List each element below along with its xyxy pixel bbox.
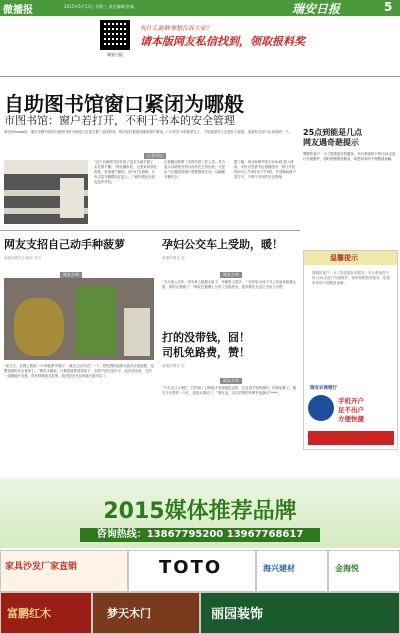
bank-phone-bar — [308, 431, 394, 445]
section-title: 微播报 — [3, 5, 33, 16]
main-subhead: 市图书馆：窗户若打开，不利于书本的安全管理 — [4, 114, 235, 127]
ad-fuma-title: 富鹏红木 — [7, 607, 51, 620]
main-col-2: 记者随后联系了市图书馆工作人员，对方表示自助图书馆目前仍在正常运营，只是由于位置原因窗户需要保持关闭，以确保书籍安全。 — [164, 160, 226, 179]
story2-text: “前几天，在网上看到一个‘种菠萝’的帖子，就自己动手试了一下，把吃剩的菠萝头放在水里泡着，没想到真的长出根来了。”网友小瑞说，只要把菠萝顶部切下，去掉下面几层叶子，泡在清水里，大约一周就能长出根，然后移栽到花盆里，放在阳光充足的地方就可以了。 — [4, 364, 154, 378]
story4-tag: 网友分享 — [220, 378, 242, 384]
story4-title: 打的没带钱，囧！ 司机免路费，赞！ — [162, 331, 250, 359]
ad-grid — [0, 550, 400, 634]
notice-title: 温馨提示 — [330, 254, 358, 262]
ad-lidian[interactable] — [200, 592, 400, 634]
bank-badge-icon — [308, 395, 334, 421]
divider — [0, 76, 400, 77]
paper-name: 瑞安日报 — [292, 2, 341, 16]
issue-meta: 2015年5月13日 星期三 责任编辑/金诚 — [64, 4, 134, 9]
story3-tag: 网友分享 — [220, 272, 242, 278]
ad-title: 2015媒体推荐品牌 — [103, 499, 297, 524]
ad-jinhai-title: 金海悦 — [335, 564, 359, 573]
section-tag: 记者采访 — [144, 153, 166, 159]
story2-tag: 网友分享 — [60, 272, 82, 278]
notice-bar — [304, 251, 397, 265]
notice-text: 尊敬的客户：为了提供更好的服务，本行系统将于每日25点进行升级维护，届时网银暂停服务，给您带来的不便敬请谅解。 — [312, 271, 390, 285]
main-headline: 自助图书馆窗口紧闭为哪般 — [4, 92, 244, 116]
qr-code[interactable] — [100, 20, 130, 50]
story2-byline: @新浪网友小瑞说 共享 — [4, 256, 42, 260]
ad-jinhai[interactable] — [328, 550, 400, 592]
ad-mengtian-title: 梦天木门 — [107, 607, 151, 620]
story3-text: “今天坐公交车，因为身上挺着大肚子，车厢里人很多，一位年轻小伙子马上站起来给我让座，真的太感谢了！”网友在微博上分享了这段经历，很多网友为这位小伙子点赞。 — [162, 280, 296, 289]
main-col-1: “这个自助图书馆开放了没多久就关窗了，实在看不懂。”网友爆料后，记者来到该处查看，发现窗户紧闭，室内灯光昏暗，只有少量书籍摆放在架上，门前的借还书机也没有开机。 — [94, 160, 157, 184]
story4-byline: @瑞安网友 说 — [162, 364, 185, 368]
ad-mengtian[interactable] — [92, 592, 200, 634]
media-ad-banner — [0, 478, 400, 548]
story3-byline: @瑞安网友 说 — [162, 256, 185, 260]
promo-box — [100, 20, 380, 64]
ad-furniture-title: 家具沙发厂家直销 — [5, 562, 78, 572]
ad-fuma[interactable] — [0, 592, 92, 634]
pineapple-photo — [4, 278, 154, 360]
bank-slogan: 手机开户 足不出户 方便快捷 — [338, 397, 364, 423]
library-photo — [4, 160, 88, 224]
story3-title: 孕妇公交车上受助，暖！ — [162, 238, 283, 251]
ad-jianwu-title: 海兴建材 — [263, 564, 295, 573]
page-header — [0, 0, 400, 16]
divider — [0, 230, 300, 231]
sidebar-text: 尊敬的客户：为了提供更好的服务，本行系统将于每日25点进行升级维护，届时网银暂停服务，给您带来的不便敬请谅解。 — [303, 152, 396, 161]
ad-toto[interactable] — [128, 550, 256, 592]
ad-lidian-title: 丽园装饰 — [211, 607, 264, 622]
promo-note: 有什么新鲜事想告诉大家？ — [140, 25, 213, 32]
sidebar-title: 25点到能是几点 网友遇奇葩提示 — [303, 128, 363, 147]
ad-jianwu[interactable] — [256, 550, 328, 592]
promo-line: 请本版网友私信找到，领取报料奖 — [140, 35, 305, 48]
ad-hotline: 咨询热线：13867795200 13967768617 — [80, 528, 320, 542]
bank-notice — [303, 250, 398, 450]
bank-logo: 瑞安农商银行 — [310, 386, 337, 391]
page-number: 5 — [384, 0, 393, 14]
story4-text: “今天出门太匆忙，打的到了目的地才发现钱包没带，正急得不知所措时，的哥说算了，就当今天帮你一个忙，真是太感动了。”网友说，这位的哥的车牌号是浙C·T****。 — [162, 386, 296, 395]
ad-toto-title: TOTO — [159, 557, 223, 578]
main-col-3: 据了解，该自助图书馆于2014年投入使用，市民可凭借书证借阅图书，每日开放时间为上午9时至下午5时，开放期间窗户若打开，不利于书本的安全管理。 — [234, 160, 296, 179]
story2-title: 网友支招自己动手种菠萝 — [4, 238, 125, 251]
main-lead: @市民forest说：瑞安市图书馆的自助图书馆为何窗口总是关着？前段时间，每次经过都看到那里窗户紧闭，门口的打卡机都蒙尘了，不知道是坏了还是什么原因，希望有关部门出来说明一下。 — [4, 130, 292, 134]
ad-furniture[interactable] — [0, 550, 128, 592]
qr-caption: 瑞安日报 — [107, 52, 123, 57]
